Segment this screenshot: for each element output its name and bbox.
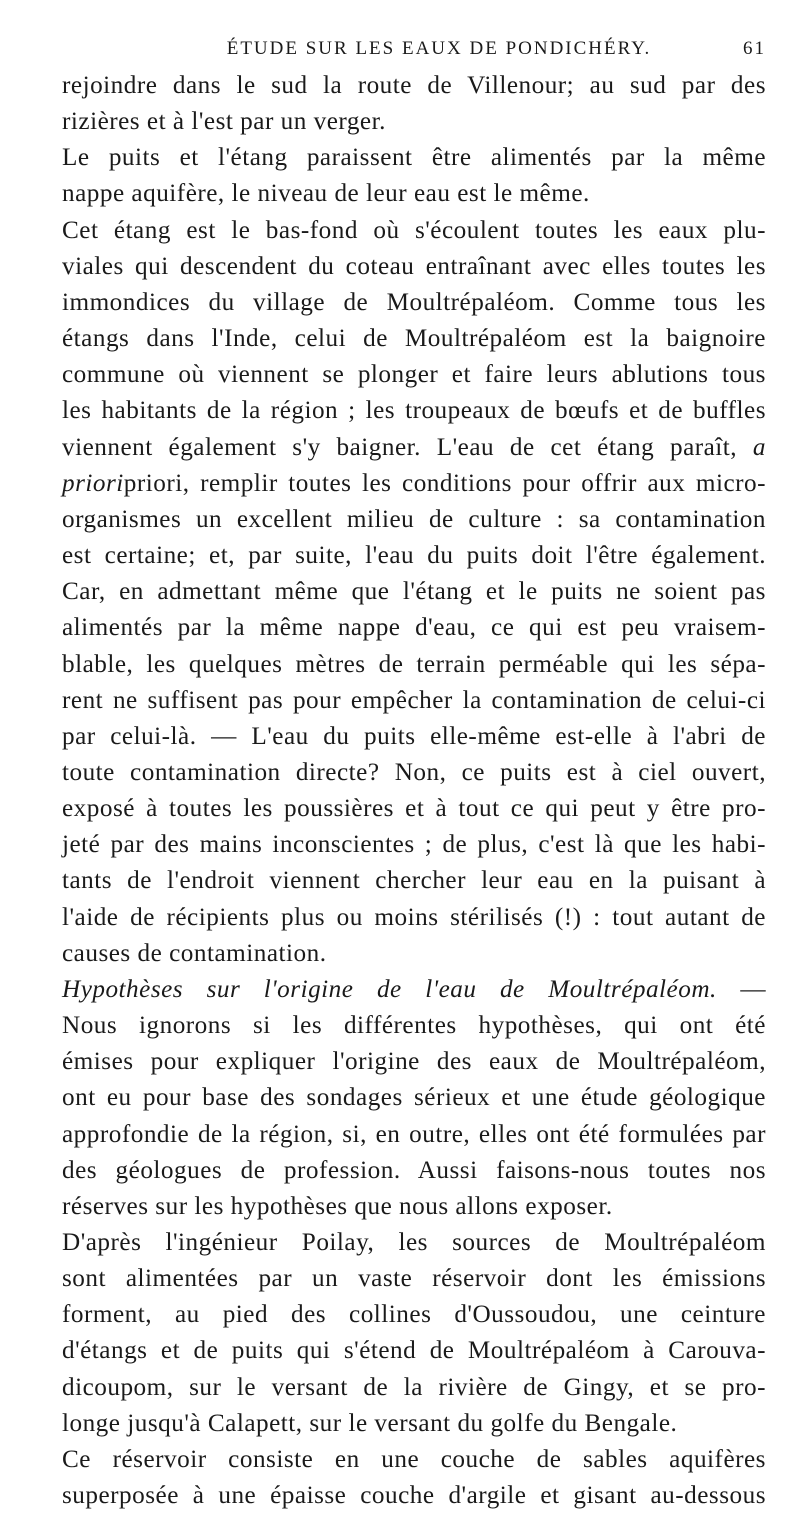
book-page bbox=[62, 38, 766, 1514]
text-line: rent ne suffisent pas pour empêcher la contamination de celui-ci bbox=[62, 686, 766, 714]
italic-word: a bbox=[752, 433, 766, 461]
text-segment: viennent également s'y baigner. L'eau de cet étang paraît, bbox=[62, 433, 753, 461]
text-line: viales qui descendent du coteau entraînant avec elles toutes les bbox=[62, 252, 766, 280]
text-line: alimentés par la même nappe d'eau, ce qui est peu vraisem- bbox=[62, 614, 766, 642]
text-line: des géologues de profession. Aussi faisons-nous toutes nos bbox=[62, 1156, 766, 1184]
text-line: émises pour expliquer l'origine des eaux de Moultrépaléom, bbox=[62, 1048, 766, 1076]
text-line: blable, les quelques mètres de terrain perméable qui les sépa- bbox=[62, 650, 766, 678]
text-line: par celui-là. — L'eau du puits elle-même est-elle à l'abri de bbox=[62, 722, 766, 750]
text-line bbox=[62, 430, 766, 466]
body-text bbox=[62, 68, 766, 1514]
text-line: est certaine; et, par suite, l'eau du puits doit l'être également. bbox=[62, 542, 766, 570]
text-line: réserves sur les hypothèses que nous allons exposer. bbox=[62, 1192, 613, 1220]
section-heading: Hypothèses sur l'origine de l'eau de Moultrépaléom. bbox=[62, 975, 717, 1003]
text-segment: priori, remplir toutes les conditions pour offrir aux micro- bbox=[123, 469, 766, 497]
page-number: 61 bbox=[743, 38, 766, 59]
text-line: Cet étang est le bas-fond où s'écoulent toutes les eaux plu- bbox=[62, 216, 766, 244]
text-line: sont alimentées par un vaste réservoir dont les émissions bbox=[62, 1265, 766, 1293]
text-line: nappe aquifère, le niveau de leur eau est le même. bbox=[62, 180, 590, 208]
text-line: rizières et à l'est par un verger. bbox=[62, 108, 386, 136]
paragraph bbox=[62, 1225, 766, 1442]
text-line: tants de l'endroit viennent chercher leur eau en la puisant à bbox=[62, 867, 766, 895]
text-line bbox=[62, 972, 766, 1008]
text-line: causes de contamination. bbox=[62, 939, 327, 967]
text-line: l'aide de récipients plus ou moins stérilisés (!) : tout autant de bbox=[62, 903, 766, 931]
text-line: approfondie de la région, si, en outre, elles ont été formulées par bbox=[62, 1120, 766, 1148]
italic-word: priori bbox=[62, 469, 124, 497]
text-line: Nous ignorons si les différentes hypothèses, qui ont été bbox=[62, 1012, 766, 1040]
text-line: ont eu pour base des sondages sérieux et une étude géologique bbox=[62, 1084, 766, 1112]
text-line: dicoupom, sur le versant de la rivière de Gingy, et se pro- bbox=[62, 1373, 766, 1401]
paragraph bbox=[62, 68, 766, 140]
text-line: forment, au pied des collines d'Oussoudou, une ceinture bbox=[62, 1301, 766, 1329]
text-line: organismes un excellent milieu de culture : sa contamination bbox=[62, 505, 766, 533]
text-line: d'étangs et de puits qui s'étend de Moultrépaléom à Carouva- bbox=[62, 1337, 766, 1365]
paragraph bbox=[62, 1442, 766, 1514]
text-line: jeté par des mains inconscientes ; de plus, c'est là que les habi- bbox=[62, 831, 766, 859]
text-line: étangs dans l'Inde, celui de Moultrépaléom est la baignoire bbox=[62, 325, 766, 353]
text-line bbox=[62, 466, 766, 502]
text-line: D'après l'ingénieur Poilay, les sources de Moultrépaléom bbox=[62, 1229, 766, 1256]
text-line: les habitants de la région ; les troupeaux de bœufs et de buffles bbox=[62, 397, 766, 425]
text-line: rejoindre dans le sud la route de Villenour; au sud par des bbox=[62, 72, 766, 99]
text-line: superposée à une épaisse couche d'argile et gisant au-dessous bbox=[62, 1482, 766, 1510]
running-title: ÉTUDE SUR LES EAUX DE PONDICHÉRY. bbox=[226, 38, 652, 59]
paragraph bbox=[62, 140, 766, 212]
page-header bbox=[62, 38, 766, 68]
paragraph bbox=[62, 972, 766, 1225]
text-line: Ce réservoir consiste en une couche de sables aquifères bbox=[62, 1445, 766, 1473]
text-line: longe jusqu'à Calapett, sur le versant du golfe du Bengale. bbox=[62, 1409, 678, 1437]
text-line: toute contamination directe? Non, ce puits est à ciel ouvert, bbox=[62, 758, 766, 786]
text-line: commune où viennent se plonger et faire leurs ablutions tous bbox=[62, 361, 766, 389]
paragraph bbox=[62, 213, 766, 972]
text-line: immondices du village de Moultrépaléom. Comme tous les bbox=[62, 288, 766, 316]
text-line: Car, en admettant même que l'étang et le puits ne soient pas bbox=[62, 578, 766, 606]
text-line: exposé à toutes les poussières et à tout ce qui peut y être pro- bbox=[62, 795, 766, 823]
text-segment: — bbox=[716, 975, 767, 1003]
text-line: Le puits et l'étang paraissent être alimentés par la même bbox=[62, 144, 766, 172]
